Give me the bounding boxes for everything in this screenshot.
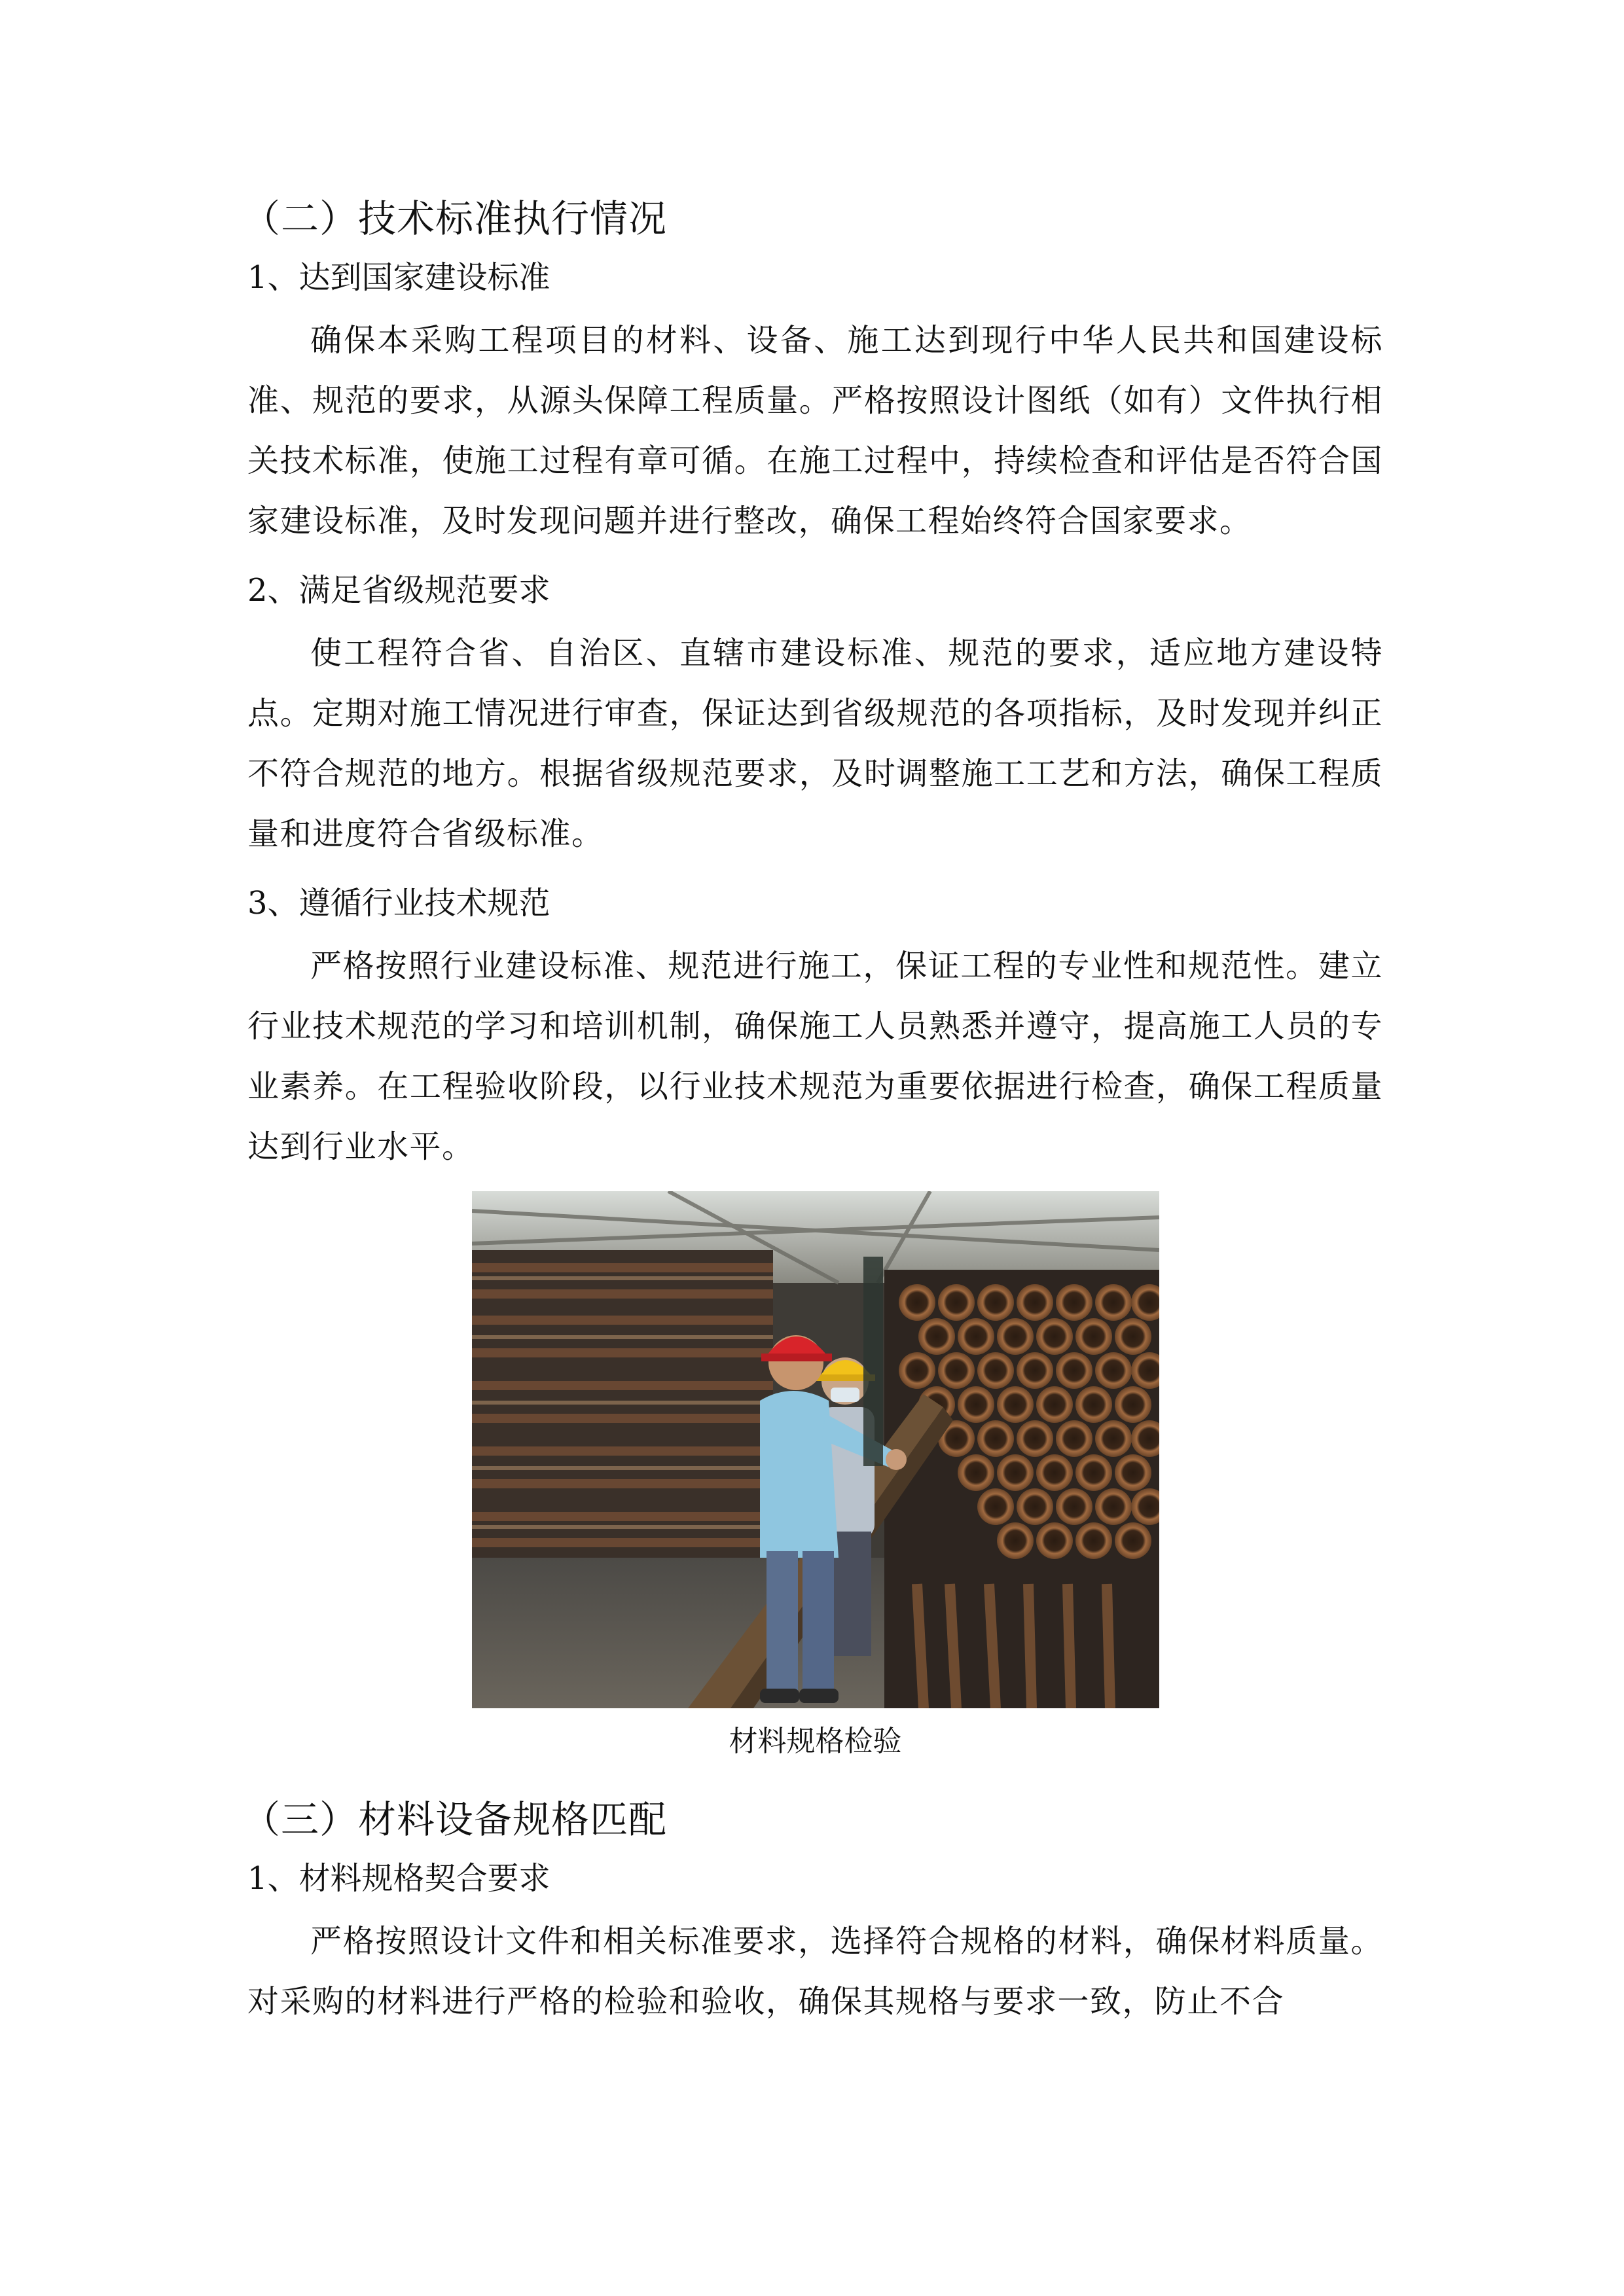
section-3-item-1-heading: 1、材料规格契合要求 xyxy=(247,1860,550,1897)
section-2-title: （二）技术标准执行情况 xyxy=(242,196,668,241)
figure-caption: 材料规格检验 xyxy=(729,1725,902,1758)
photo-illustration xyxy=(472,1191,1159,1708)
section-2-item-1-body: 确保本采购工程项目的材料、设备、施工达到现行中华人民共和国建设标准、规范的要求，从源头保障工程质量。严格按照设计图纸（如有）文件执行相关技术标准，使施工过程有章可循。在施工过程中，持续检查和评估是否符合国家建设标准，及时发现问题并进行整改，确保工程始终符合国家要求。 xyxy=(247,322,1383,539)
material-inspection-photo xyxy=(472,1191,1159,1708)
page-content xyxy=(242,190,1383,2046)
section-2-item-1-heading: 1、达到国家建设标准 xyxy=(247,259,550,296)
section-2-item-3-body: 严格按照行业建设标准、规范进行施工，保证工程的专业性和规范性。建立行业技术规范的学习和培训机制，确保施工人员熟悉并遵守，提高施工人员的专业素养。在工程验收阶段，以行业技术规范为重要依据进行检查，确保工程质量达到行业水平。 xyxy=(247,948,1383,1165)
section-3-item-1-body: 严格按照设计文件和相关标准要求，选择符合规格的材料，确保材料质量。对采购的材料进行严格的检验和验收，确保其规格与要求一致，防止不合 xyxy=(247,1923,1383,2020)
section-2-item-3-heading: 3、遵循行业技术规范 xyxy=(247,885,550,922)
figure xyxy=(247,1191,1383,1765)
section-2-item-2-body: 使工程符合省、自治区、直辖市建设标准、规范的要求，适应地方建设特点。定期对施工情况进行审查，保证达到省级规范的各项指标，及时发现并纠正不符合规范的地方。根据省级规范要求，及时调整施工工艺和方法，确保工程质量和进度符合省级标准。 xyxy=(247,635,1383,852)
section-2-item-2-heading: 2、满足省级规范要求 xyxy=(247,572,550,609)
section-3-title: （三）材料设备规格匹配 xyxy=(242,1797,668,1842)
